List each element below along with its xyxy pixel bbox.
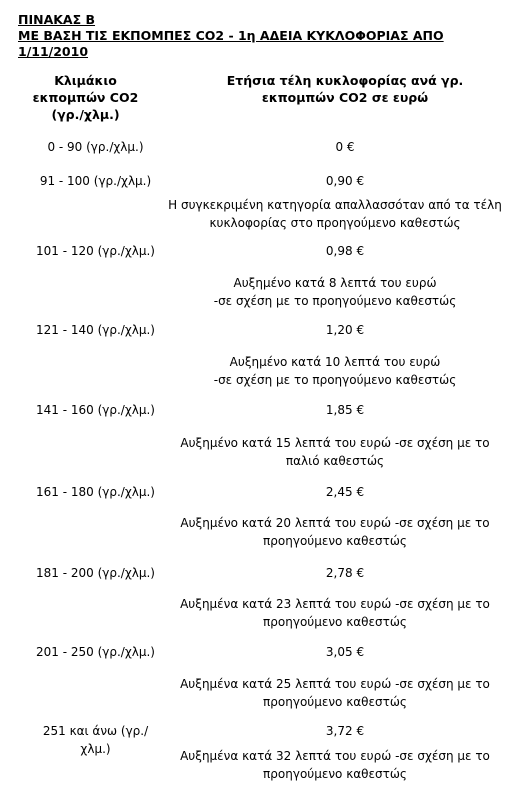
emission-band	[18, 483, 173, 501]
fee-value: 1,85 €	[325, 403, 365, 417]
emission-band	[18, 321, 173, 339]
band-text: 0 - 90 (γρ./χλμ.)	[47, 140, 144, 154]
title-line: 1/11/2010	[18, 44, 89, 59]
fee-value: 0 €	[335, 140, 355, 154]
fee-note	[160, 514, 510, 550]
column-header-emissions-band	[18, 72, 153, 123]
note-line: Αυξημένο κατά 15 λεπτά του ευρώ -σε σχέση με το	[180, 436, 490, 450]
note-line: παλιό καθεστώς	[285, 454, 385, 468]
fee-note	[160, 274, 510, 310]
note-line: Αυξημένα κατά 25 λεπτά του ευρώ -σε σχέση με το	[180, 677, 490, 691]
note-line: -σε σχέση με το προηγούμενο καθεστώς	[213, 294, 457, 308]
band-text: 91 - 100 (γρ./χλμ.)	[39, 174, 152, 188]
band-text: 141 - 160 (γρ./χλμ.)	[35, 403, 155, 417]
fee-value: 3,72 €	[325, 724, 365, 738]
note-line: Αυξημένο κατά 10 λεπτά του ευρώ	[229, 355, 441, 369]
band-text: 161 - 180 (γρ./χλμ.)	[35, 485, 155, 499]
column-header-annual-fee	[185, 72, 505, 106]
fee-value: 0,98 €	[325, 244, 365, 258]
fee-value: 1,20 €	[325, 323, 365, 337]
emission-band	[18, 138, 173, 156]
note-line: προηγούμενο καθεστώς	[263, 695, 407, 709]
note-line: Αυξημένο κατά 8 λεπτά του ευρώ	[233, 276, 437, 290]
emission-band	[18, 564, 173, 582]
emission-band	[18, 722, 173, 758]
note-line: προηγούμενο καθεστώς	[263, 534, 407, 548]
note-line: κυκλοφορίας στο προηγούμενο καθεστώς	[209, 216, 461, 230]
note-line: προηγούμενο καθεστώς	[263, 767, 407, 781]
note-line: Αυξημένα κατά 32 λεπτά του ευρώ -σε σχέση με το	[180, 749, 490, 763]
fee-note	[160, 747, 510, 783]
header-line: Κλιμάκιο	[54, 73, 117, 88]
table-title	[18, 12, 444, 60]
fee-value: 3,05 €	[325, 645, 365, 659]
band-text: 251 και άνω (γρ./	[42, 724, 149, 738]
fee-note	[160, 353, 510, 389]
emission-band	[18, 643, 173, 661]
header-line: (γρ./χλμ.)	[51, 107, 120, 122]
band-text: 121 - 140 (γρ./χλμ.)	[35, 323, 155, 337]
fee-note	[160, 196, 510, 232]
title-line: ΜΕ ΒΑΣΗ ΤΙΣ ΕΚΠΟΜΠΕΣ CO2 - 1η ΑΔΕΙΑ ΚΥΚΛΟΦΟΡΙΑΣ ΑΠΟ	[18, 28, 444, 43]
fee-note	[160, 675, 510, 711]
emission-band	[18, 172, 173, 190]
band-text: 181 - 200 (γρ./χλμ.)	[35, 566, 155, 580]
note-line: Αυξημένα κατά 23 λεπτά του ευρώ -σε σχέση με το	[180, 597, 490, 611]
fee-note	[160, 434, 510, 470]
note-line: Η συγκεκριμένη κατηγορία απαλλασσόταν από τα τέλη	[168, 198, 502, 212]
title-line: ΠΙΝΑΚΑΣ Β	[18, 12, 96, 27]
header-line: εκπομπών CO2 σε ευρώ	[261, 90, 429, 105]
band-text: χλμ.)	[80, 742, 111, 756]
note-line: Αυξημένο κατά 20 λεπτά του ευρώ -σε σχέση με το	[180, 516, 490, 530]
header-line: εκπομπών CO2	[32, 90, 139, 105]
fee-note	[160, 595, 510, 631]
fee-value: 0,90 €	[325, 174, 365, 188]
fee-value: 2,78 €	[325, 566, 365, 580]
emission-band	[18, 401, 173, 419]
fee-value: 2,45 €	[325, 485, 365, 499]
band-text: 201 - 250 (γρ./χλμ.)	[35, 645, 155, 659]
band-text: 101 - 120 (γρ./χλμ.)	[35, 244, 155, 258]
emission-band	[18, 242, 173, 260]
note-line: -σε σχέση με το προηγούμενο καθεστώς	[213, 373, 457, 387]
note-line: προηγούμενο καθεστώς	[263, 615, 407, 629]
header-line: Ετήσια τέλη κυκλοφορίας ανά γρ.	[226, 73, 464, 88]
